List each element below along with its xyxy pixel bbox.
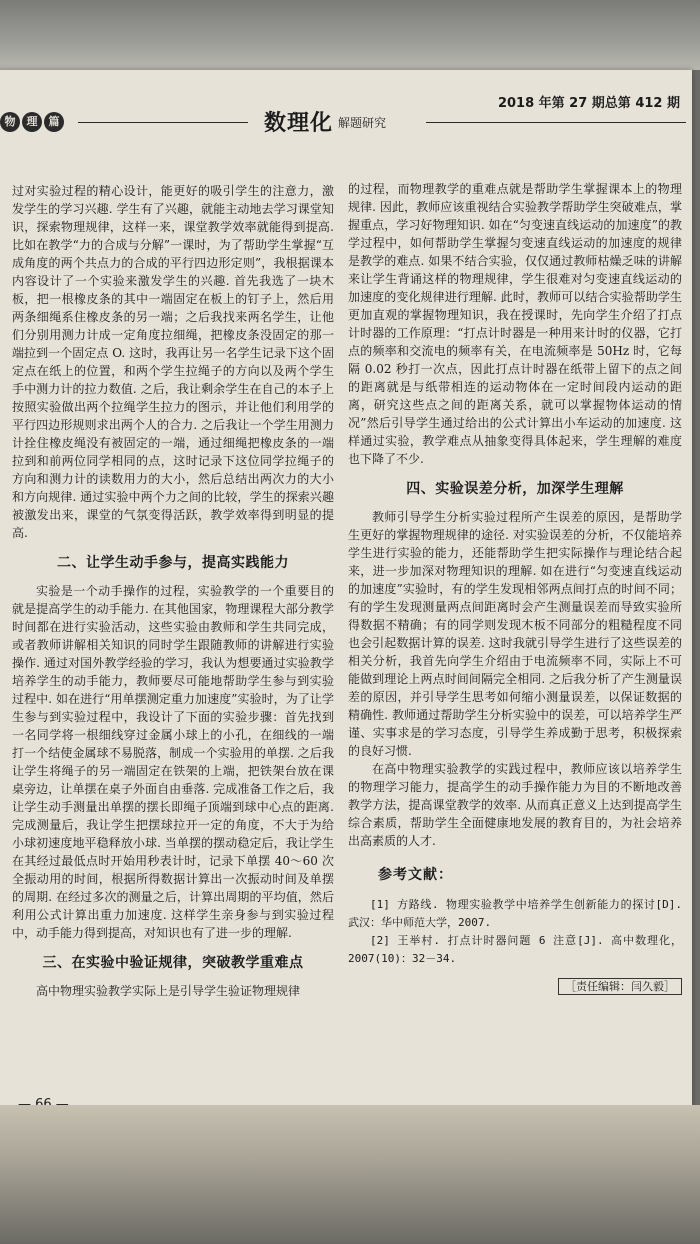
editor-name: ［责任编辑：闫久毅］ bbox=[558, 978, 682, 995]
body-paragraph: 的过程，而物理教学的重难点就是帮助学生掌握课本上的物理规律. 因此，教师应该重视结合实验教学帮助学生突破难点，掌握重点，学习好物理知识. 如在“匀变速直线运动的加速度”的教学过程中，如何帮助学生掌握匀变速直线运动的加速度的规律是教学的难点. 如果不结合实验，仅仅通过教师枯燥乏味的讲解来让学生背诵这样的物理规律，学生很难对匀变速直线运动的加速度的变化规律进行理解. 此时，教师可以结合实验帮助学生更加直观的掌握物理知识，我在授课时，先向学生介绍了打点计时器的工作原理：“打点计时器是一种用来计时的仪器，它打点的频率和交流电的频率有关，在电流频率是 50Hz 时，它每隔 0.02 秒打一次点，因此打点计时器在纸带上留下的点之间的距离就是与纸带相连的运动物体在一定时间段内运动的距离，研究这些点之间的距离关系，就可以掌握物体运动的情况”然后引导学生通过给出的公式计算出小车运动的加速度. 这样通过实验，教学难点从抽象变得具体起来，学生理解的难度也下降了不少. bbox=[348, 182, 682, 466]
editor-credit bbox=[348, 978, 682, 996]
page-header bbox=[0, 96, 692, 142]
body-paragraph: 高中物理实验教学实际上是引导学生验证物理规律 bbox=[36, 984, 301, 998]
body-paragraph: 实验是一个动手操作的过程，实验教学的一个重要目的就是提高学生的动手能力. 在其他国家，物理课程大部分教学时间都在进行实验活动，这些实验由教师和学生共同完成，或者教师讲解相关知识的同时学生跟随教师的讲解进行实验操作. 通过对国外教学经验的学习，我认为想要通过实验教学培养学生的动手能力，教师要尽可能地帮助学生参与到实验过程中. 如在进行“用单摆测定重力加速度”实验时，为了让学生参与到实验过程中，我设计了下面的实验步骤：首先找到一名同学将一根细线穿过金属小球上的小孔，在细线的一端打一个结使金属球不易脱落，制成一个实验用的单摆. 之后我让学生将绳子的另一端固定在铁架的上端，把铁架台放在课桌旁边，让单摆在桌子外面自由垂落. 完成准备工作之后，我让学生动手测量出单摆的摆长即绳子顶端到球中心点的距离. 完成测量后，我让学生把摆球拉开一定的角度，不大于为给小球初速度地平稳释放小球. 当单摆的摆动稳定后，我让学生在其经过最低点时开始用秒表计时，记录下单摆 40～60 次全振动用的时间，根据所得数据计算出一次振动时间及单摆的周期. 在经过多次的测量之后，计算出周期的平均值，然后利用公式计算出重力加速度. 这样学生亲身参与到实验过程中，动手能力得到提高，对知识也有了进一步的理解. bbox=[12, 584, 334, 940]
header-rule-left bbox=[78, 122, 248, 123]
section-heading: 四、实验误差分析，加深学生理解 bbox=[406, 481, 624, 497]
issue-number: 2018 年第 27 期总第 412 期 bbox=[497, 96, 680, 111]
header-rule-right bbox=[426, 122, 686, 123]
section-heading: 二、让学生动手参与，提高实践能力 bbox=[57, 555, 289, 571]
magazine-title: 数理化 bbox=[264, 111, 334, 136]
reference-item: [1] 方路线. 物理实验教学中培养学生创新能力的探讨[D]. 武汉：华中师范大学，2007. bbox=[348, 898, 682, 929]
body-paragraph: 教师引导学生分析实验过程所产生误差的原因，是帮助学生更好的掌握物理规律的途径. 对实验误差的分析，不仅能培养学生进行实验的能力，还能帮助学生把实际操作与理论结合起来，进一步加深对物理知识的理解. 如在进行“匀变速直线运动的加速度”实验时，有的学生发现相邻两点间打点的时间不同；有的学生发现测量两点间距离时会产生测量误差而导致实验所得数据不精确；有的同学则发现木板不同部分的粗糙程度不同也会引起数据计算的误差. 这时我就引导学生进行了这些误差的相关分析，我首先向学生介绍由于电流频率不同，实际上不可能做到理论上两点时间间隔完全相同. 之后我分析了产生测量误差的原因，并引导学生思考如何缩小测量误差，以保证数据的精确性. 教师通过帮助学生分析实验中的误差，可以培养学生严谨、实事求是的学习态度，引导学生养成勤于思考，积极探索的良好习惯. bbox=[348, 510, 682, 758]
section-badge-char: 理 bbox=[22, 112, 42, 132]
body-paragraph: 在高中物理实验教学的实践过程中，教师应该以培养学生的物理学习能力，提高学生的动手操作能力为目的不断地改善教学方法，提高课堂教学的效率. 从而真正意义上达到提高学生综合素质，帮助学生全面健康地发展的教育目的，为社会培养出高素质的人才. bbox=[348, 762, 682, 848]
references-heading: 参考文献： bbox=[378, 867, 453, 883]
body-paragraph: 过对实验过程的精心设计，能更好的吸引学生的注意力，激发学生的学习兴趣. 学生有了兴趣，就能主动地去学习课堂知识，探索物理规律，这样一来，课堂教学效率就能得到提高. 比如在教学“力的合成与分解”一课时，为了帮助学生掌握“互成角度的两个共点力的合成的平行四边形定则”，我根据课本内容设计了一个实验来激发学生的兴趣. 首先我选了一块木板，把一根橡皮条的其中一端固定在板上的钉子上，然后用两条细绳系住橡皮条的另一端；之后我找来两名学生，让他们分别用测力计成一定角度拉细绳，把橡皮条没固定的那一端拉到一个固定点 O. 这时，我再让另一名学生记录下这个固定点在纸上的位置，和两个学生拉绳子的方向以及两个学生手中测力计的拉力数值. 之后，我让剩余学生在自己的本子上按照实验做出两个拉绳学生拉力的图示，并让他们利用学的平行四边形规则求出两个人的合力. 之后我让一个学生用测力计拴住橡皮绳没有被固定的一端，通过细绳把橡皮条的一端拉到和前两位同学相同的点，这时记录下这位同学拉绳子的方向和测力计的读数用力的大小，然后总结出两次力的大小和方向规律. 通过实验中两个力之间的比较，学生的探索兴趣被激发出来，课堂的气氛变得活跃，教学效率得到明显的提高. bbox=[12, 184, 334, 540]
background-top bbox=[0, 0, 700, 70]
left-column bbox=[12, 182, 334, 1000]
reference-item: [2] 王举村. 打点计时器问题 6 注意[J]. 高中数理化，2007(10)：32－34. bbox=[348, 934, 682, 965]
right-column bbox=[348, 180, 682, 996]
magazine-subtitle: 解题研究 bbox=[338, 116, 387, 130]
section-badge-char: 篇 bbox=[44, 112, 64, 132]
journal-page bbox=[0, 70, 692, 1120]
section-badge-char: 物 bbox=[0, 112, 20, 132]
background-bottom bbox=[0, 1105, 700, 1244]
section-heading: 三、在实验中验证规律，突破教学重难点 bbox=[42, 955, 304, 971]
section-badge bbox=[0, 112, 64, 132]
